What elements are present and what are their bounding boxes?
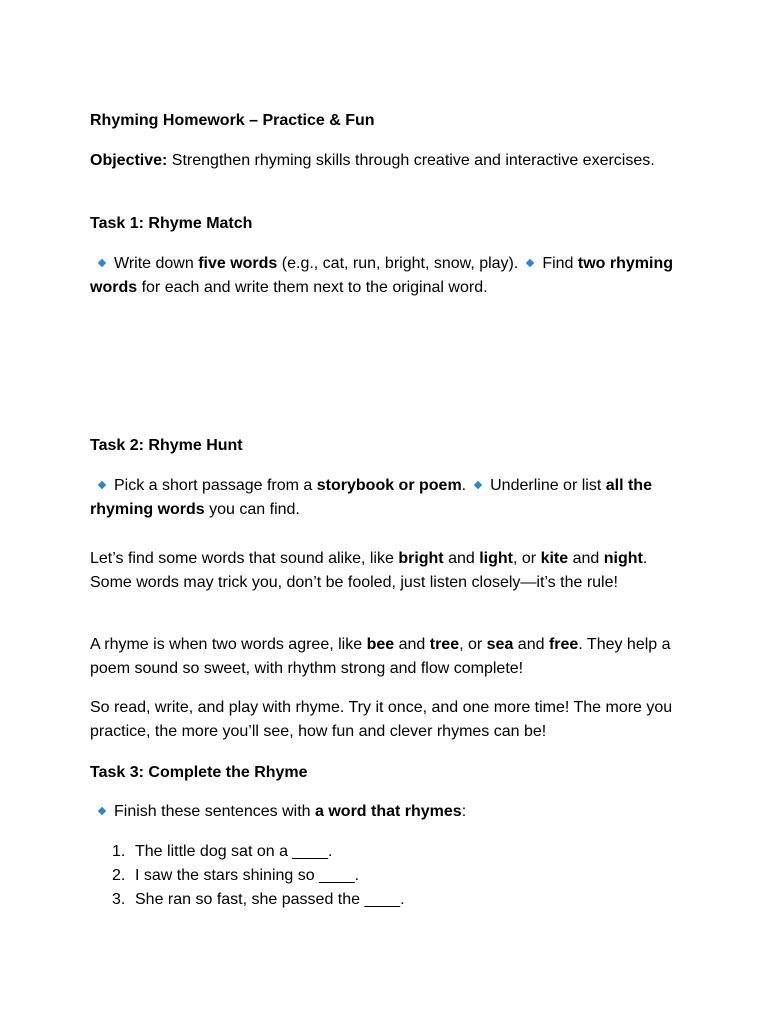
poem1-text: and (568, 550, 604, 567)
list-item-text: The little dog sat on a ____. (135, 843, 333, 860)
poem2-text: and (394, 636, 430, 653)
task1-bold-2: two rhyming words (90, 255, 674, 296)
diamond-bullet-icon (474, 481, 482, 489)
rhyme-word: bee (366, 636, 395, 653)
poem2-text: . They help a poem sound so sweet, with rhythm strong and flow complete! (90, 636, 671, 677)
diamond-bullet-icon (98, 481, 106, 489)
task3-text-2: : (461, 803, 467, 820)
poem2-text: A rhyme is when two words agree, like (90, 636, 367, 653)
poem1-text: . Some words may trick you, don’t be fooled, just listen closely—it’s the rule! (90, 550, 648, 591)
task3-text-1: Finish these sentences with (114, 803, 315, 820)
task2-heading: Task 2: Rhyme Hunt (90, 437, 243, 454)
task2-text-1: Pick a short passage from a (114, 477, 317, 494)
task2-instructions (90, 474, 690, 522)
list-number: 2. (112, 867, 126, 884)
rhyme-word: sea (486, 636, 514, 653)
diamond-bullet-icon (98, 807, 106, 815)
list-number: 1. (112, 843, 126, 860)
document-title: Rhyming Homework – Practice & Fun (90, 112, 375, 129)
sentence-list (90, 840, 690, 912)
task2-text-3: Underline or list (490, 477, 606, 494)
task3-bold-1: a word that rhymes (315, 803, 462, 820)
task1-text-1: Write down (114, 255, 199, 272)
list-item-text: I saw the stars shining so ____. (135, 867, 360, 884)
task2-bold-1: storybook or poem (316, 477, 462, 494)
objective-text: Strengthen rhyming skills through creative and interactive exercises. (167, 152, 655, 169)
rhyme-word: night (603, 550, 643, 567)
objective-label: Objective: (90, 152, 168, 169)
task1-instructions (90, 252, 690, 300)
diamond-bullet-icon (98, 259, 106, 267)
task2-text-2: . (461, 477, 467, 494)
rhyme-word: light (479, 550, 513, 567)
rhyme-word: bright (398, 550, 444, 567)
poem-paragraph-3: So read, write, and play with rhyme. Try it once, and one more time! The more you practice, the more you’ll see, how fun and clever rhymes can be! (90, 699, 673, 740)
task2-text-4: you can find. (204, 501, 300, 518)
list-item (90, 888, 690, 912)
diamond-bullet-icon (526, 259, 534, 267)
poem2-text: and (513, 636, 549, 653)
task1-bold-1: five words (198, 255, 278, 272)
poem-paragraph-1 (90, 547, 690, 595)
poem1-text: Let’s find some words that sound alike, like (90, 550, 399, 567)
poem-paragraph-2 (90, 633, 690, 681)
list-number: 3. (112, 891, 126, 908)
task1-text-3: Find (542, 255, 578, 272)
task1-text-4: for each and write them next to the original word. (137, 279, 488, 296)
list-item-text: She ran so fast, she passed the ____. (135, 891, 405, 908)
poem2-text: , or (459, 636, 487, 653)
rhyme-word: kite (540, 550, 569, 567)
poem1-text: and (443, 550, 480, 567)
rhyme-word: tree (429, 636, 460, 653)
rhyme-word: free (548, 636, 579, 653)
list-item (90, 840, 690, 864)
task1-text-2: (e.g., cat, run, bright, snow, play). (277, 255, 519, 272)
task3-instructions (90, 800, 690, 824)
list-item (90, 864, 690, 888)
poem1-text: , or (513, 550, 541, 567)
task2-bold-2: all the rhyming words (90, 477, 652, 518)
task1-heading: Task 1: Rhyme Match (90, 215, 253, 232)
task3-heading: Task 3: Complete the Rhyme (90, 764, 308, 781)
objective-paragraph (90, 149, 690, 173)
